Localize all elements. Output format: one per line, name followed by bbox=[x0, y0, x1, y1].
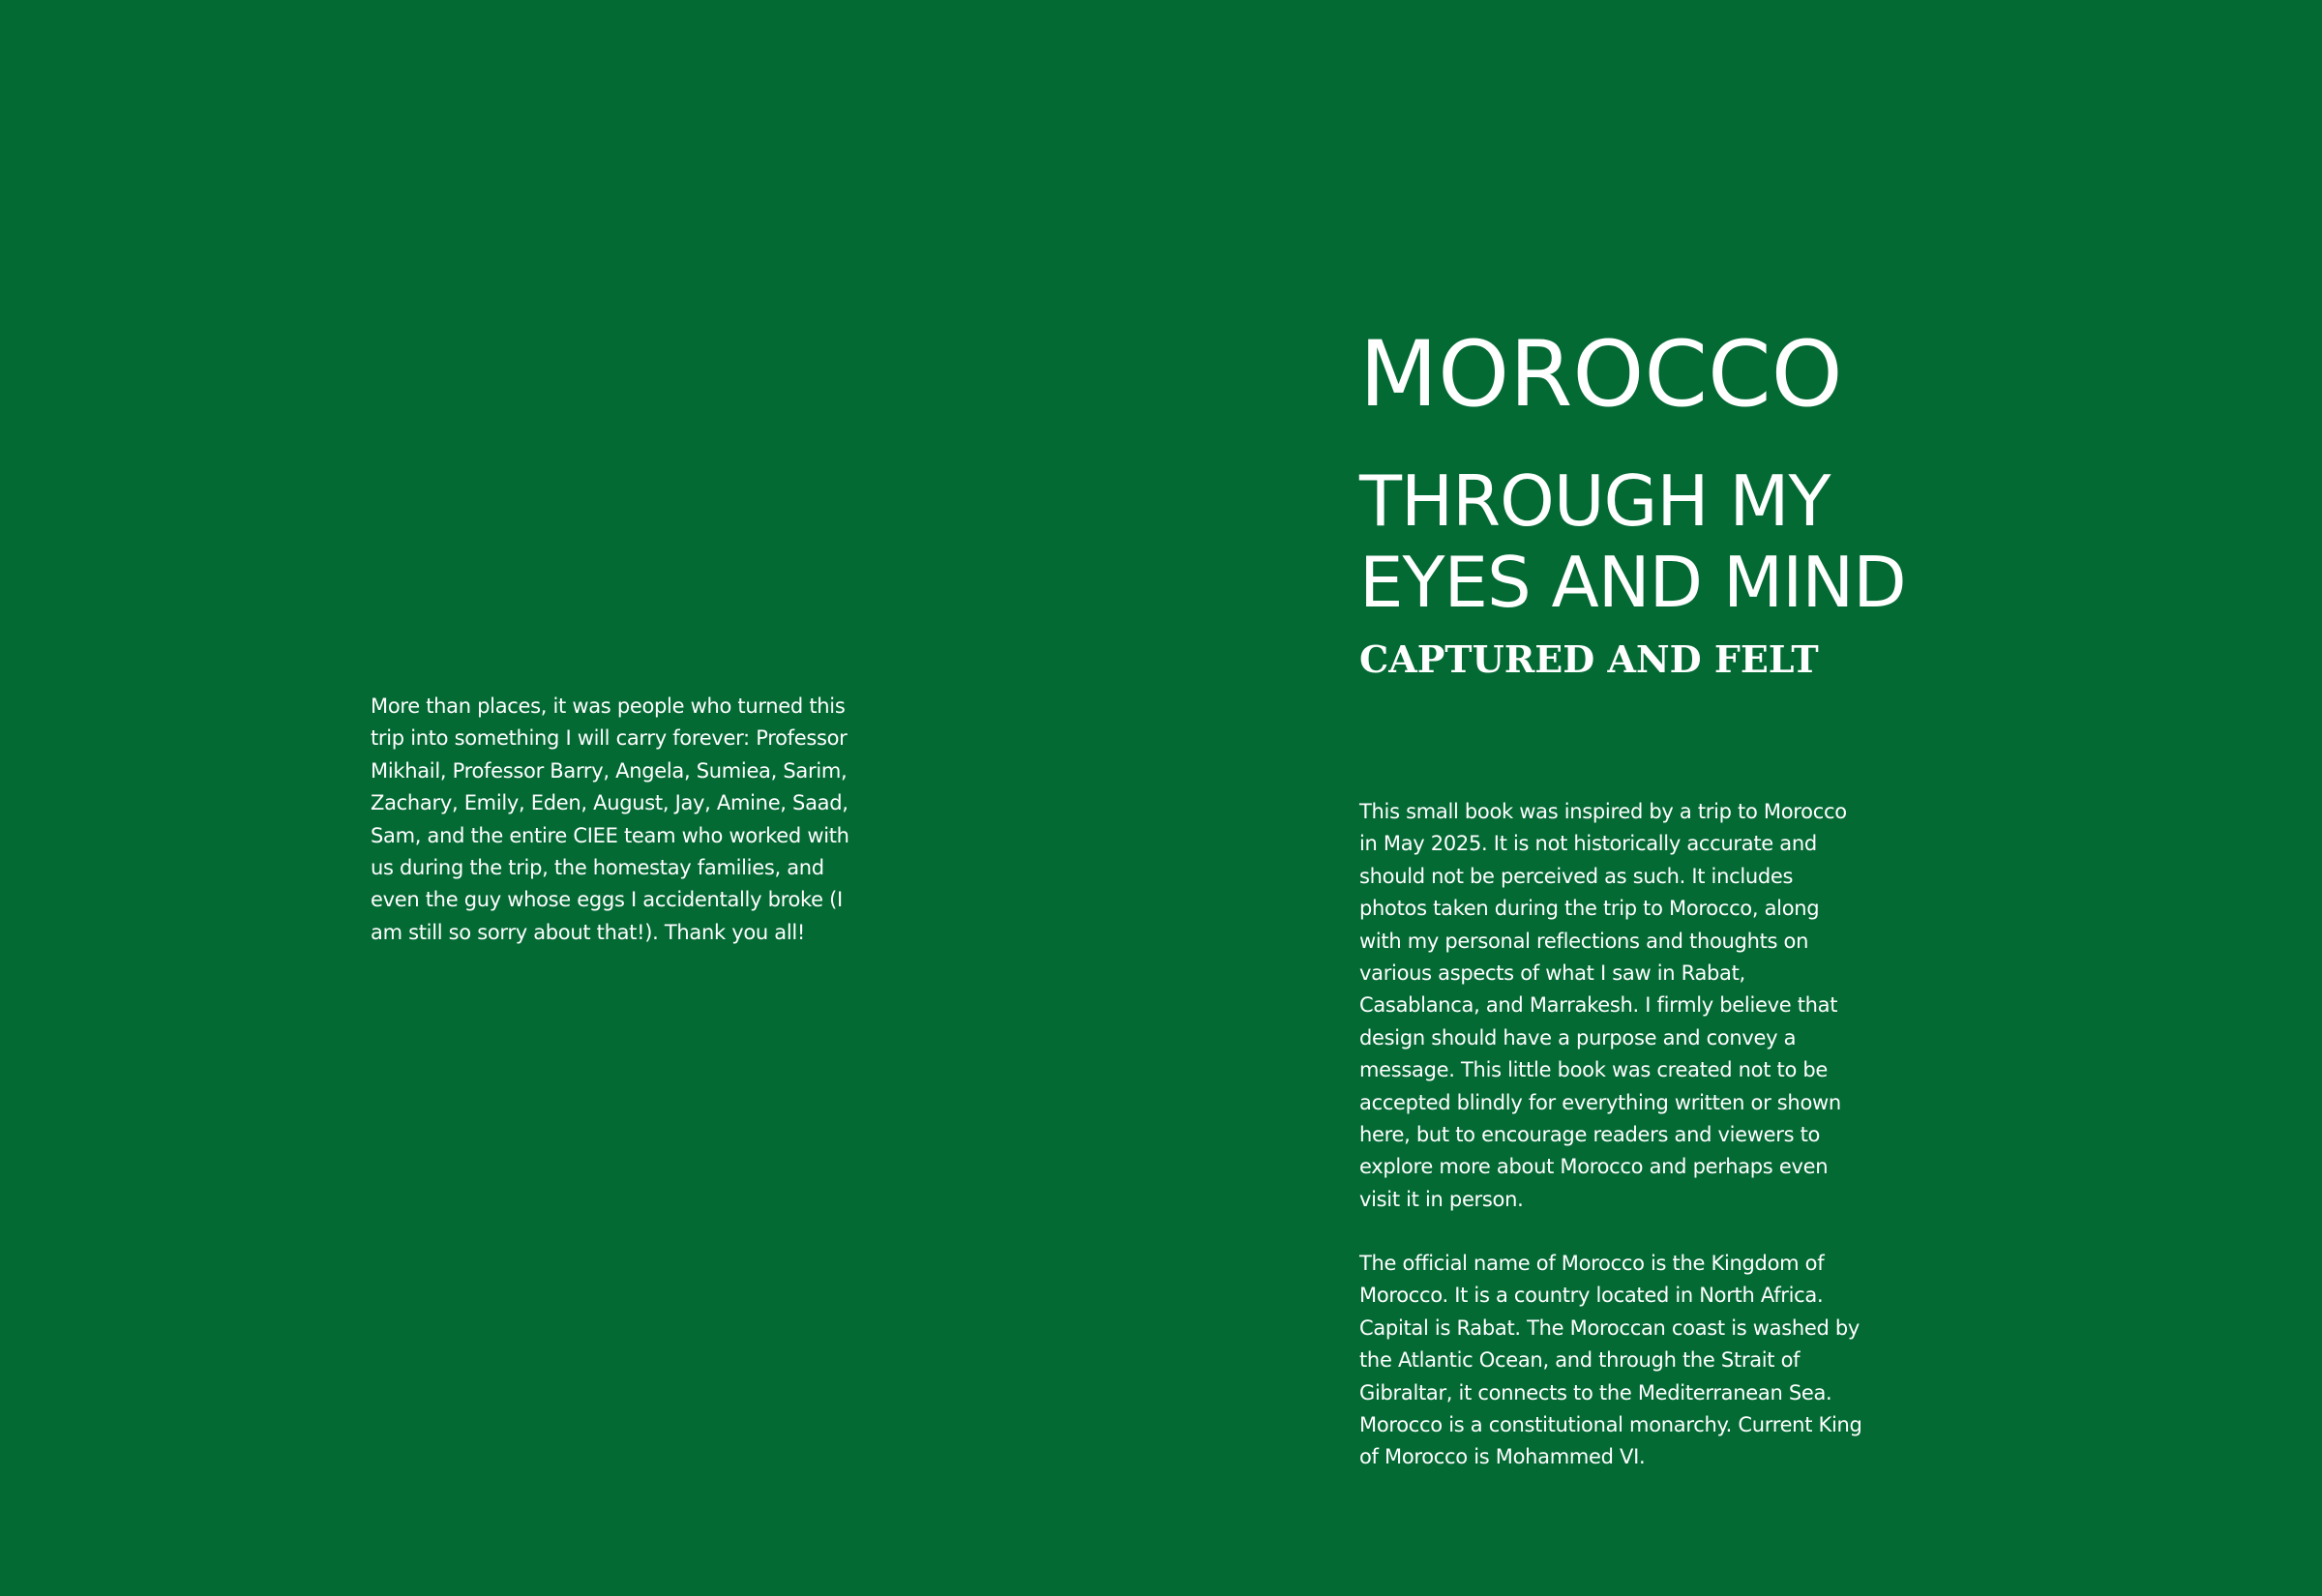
book-subtitle-text: THROUGH MY EYES AND MIND bbox=[1359, 460, 1906, 623]
book-title: MOROCCO bbox=[1359, 322, 1843, 428]
book-tagline: CAPTURED AND FELT bbox=[1359, 637, 1819, 681]
book-subtitle bbox=[1359, 460, 1906, 623]
right-page bbox=[1161, 0, 2322, 1596]
facts-paragraph: The official name of Morocco is the Kingdom of Morocco. It is a country located in North Africa. Capital is Rabat. The Moroccan coast is washed by the Atlantic Ocean, and through the Strait of Gibraltar, it connects to the Mediterranean Sea. Morocco is a constitutional monarchy. Current King of Morocco is Mohammed VI. bbox=[1359, 1252, 1862, 1469]
acknowledgements-paragraph: More than places, it was people who turned this trip into something I will carry forever: Professor Mikhail, Professor Barry, Angela, Sumiea, Sarim, Zachary, Emily, Eden, August, Jay, Amine, Saad, Sam, and the entire CIEE team who worked with us during the trip, the homestay families, and even the guy whose eggs I accidentally broke (I am still so sorry about that!). Thank you all! bbox=[371, 695, 849, 944]
intro-paragraph: This small book was inspired by a trip to Morocco in May 2025. It is not historically accurate and should not be perceived as such. It includes photos taken during the trip to Morocco, along with my personal reflections and thoughts on various aspects of what I saw in Rabat, Casablanca, and Marrakesh. I firmly believe that design should have a purpose and convey a message. This little book was created not to be accepted blindly for everything written or shown here, but to encourage readers and viewers to explore more about Morocco and perhaps even visit it in person. bbox=[1359, 800, 1847, 1211]
